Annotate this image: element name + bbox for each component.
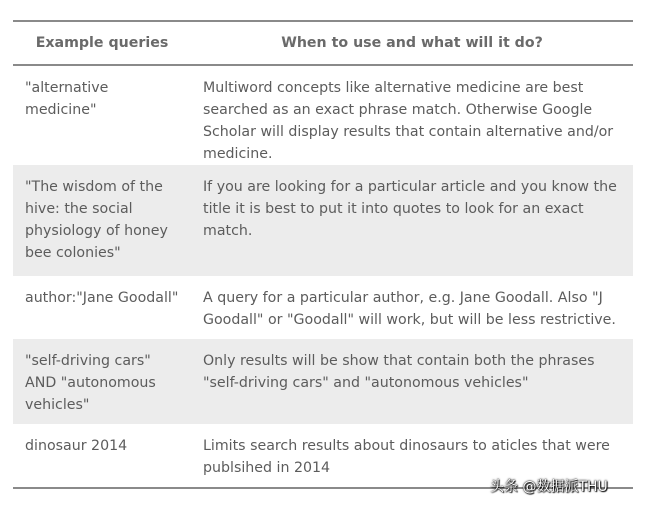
table-row xyxy=(13,276,633,339)
table-row xyxy=(13,65,633,165)
description-cell: A query for a particular author, e.g. Jane Goodall. Also "J Goodall" or "Goodall" will work, but will be less restrictive. xyxy=(203,290,616,328)
table-header-row xyxy=(13,21,633,65)
table-row xyxy=(13,165,633,276)
query-cell: author:"Jane Goodall" xyxy=(25,290,179,306)
description-cell: Only results will be show that contain both the phrases "self-driving cars" and "autonomous vehicles" xyxy=(191,339,633,424)
query-cell: dinosaur 2014 xyxy=(25,438,128,454)
column-header-queries: Example queries xyxy=(13,21,191,65)
description-cell: Limits search results about dinosaurs to aticles that were publsihed in 2014 xyxy=(203,438,610,476)
search-tips-table xyxy=(13,20,633,489)
search-tips-table-container xyxy=(13,20,633,489)
watermark-label: 头条 @数据派THU xyxy=(490,479,608,495)
table-row xyxy=(13,339,633,424)
description-cell: Multiword concepts like alternative medicine are best searched as an exact phrase match. Otherwise Google Scholar will display results that contain alternative and/or medicine. xyxy=(203,80,614,162)
description-cell: If you are looking for a particular article and you know the title it is best to put it into quotes to look for an exact match. xyxy=(191,165,633,276)
query-cell: "alternative medicine" xyxy=(25,80,109,118)
query-cell: "self-driving cars" AND "autonomous vehicles" xyxy=(13,339,191,424)
query-cell: "The wisdom of the hive: the social physiology of honey bee colonies" xyxy=(13,165,191,276)
column-header-usage: When to use and what will it do? xyxy=(191,21,633,65)
